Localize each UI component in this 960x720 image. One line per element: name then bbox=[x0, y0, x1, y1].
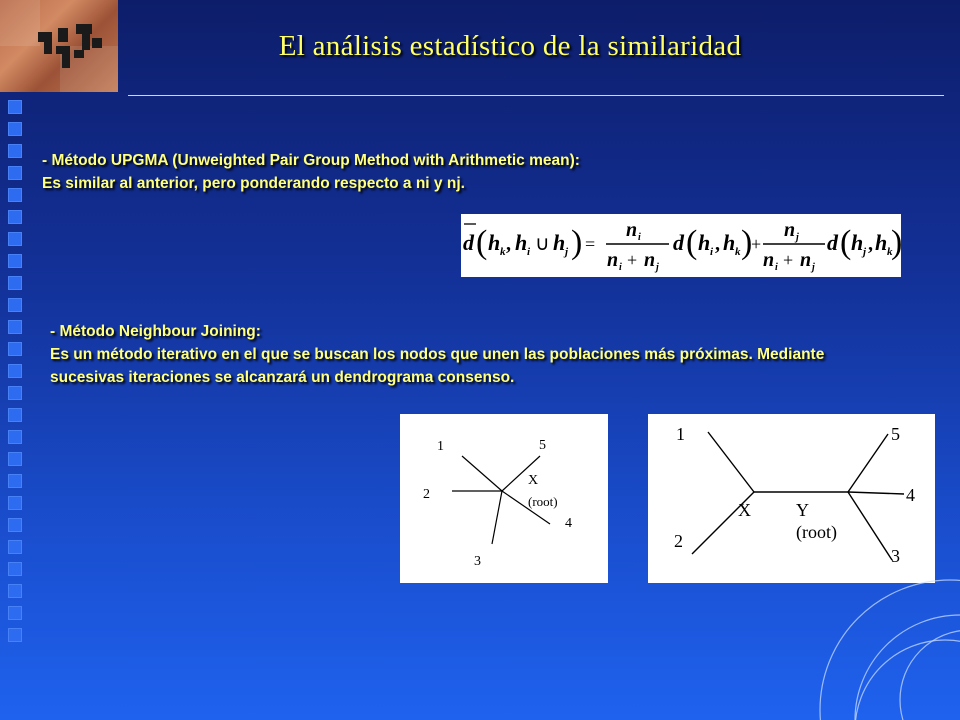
decorative-arcs bbox=[770, 530, 960, 720]
formula-paren-close: ) bbox=[891, 224, 903, 261]
formula-n: n bbox=[626, 219, 638, 241]
nj-description-2: sucesivas iteraciones se alcanzará un dendrograma consenso. bbox=[50, 369, 515, 386]
formula-sub: i bbox=[638, 232, 641, 243]
nj-tree-branch bbox=[848, 492, 904, 494]
tree2-label-1: 1 bbox=[676, 424, 685, 444]
formula-sub: k bbox=[887, 246, 893, 258]
title-divider bbox=[128, 95, 944, 96]
formula-h: h bbox=[515, 230, 528, 255]
formula-comma: , bbox=[715, 233, 720, 255]
star-tree-branch bbox=[492, 491, 502, 544]
formula-sub: k bbox=[735, 246, 741, 258]
upgma-section bbox=[42, 149, 580, 195]
formula-sub: j bbox=[863, 246, 867, 258]
nj-tree-branch bbox=[708, 432, 754, 492]
tree1-label-1: 1 bbox=[437, 439, 444, 454]
upgma-description: Es similar al anterior, pero ponderando respecto a ni y nj. bbox=[42, 175, 465, 192]
formula-plus: + bbox=[751, 234, 762, 254]
formula-n: n bbox=[800, 249, 812, 271]
formula-paren-close: ) bbox=[741, 224, 753, 261]
nj-heading: - Método Neighbour Joining: bbox=[50, 323, 261, 340]
tree2-node-x: X bbox=[738, 500, 751, 520]
logo-panel bbox=[0, 0, 118, 92]
tree1-label-2: 2 bbox=[423, 487, 430, 502]
formula-sub: i bbox=[710, 246, 714, 258]
formula-sub: j bbox=[812, 262, 815, 273]
tree2-label-4: 4 bbox=[906, 485, 915, 505]
formula-union: ∪ bbox=[535, 233, 550, 255]
tree1-label-3: 3 bbox=[474, 554, 481, 569]
formula-comma: , bbox=[506, 233, 511, 255]
upgma-heading: - Método UPGMA (Unweighted Pair Group Method with Arithmetic mean): bbox=[42, 152, 580, 169]
formula-n: n bbox=[644, 249, 656, 271]
formula-equals: = bbox=[585, 234, 596, 254]
nj-tree-branch bbox=[848, 434, 888, 492]
nj-section bbox=[50, 320, 824, 389]
tree2-label-3: 3 bbox=[891, 546, 900, 566]
formula-sub: j bbox=[656, 262, 659, 273]
tree2-label-5: 5 bbox=[891, 424, 900, 444]
formula-h: h bbox=[698, 230, 711, 255]
formula-h: h bbox=[723, 230, 736, 255]
formula-h: h bbox=[851, 230, 864, 255]
nj-description-1: Es un método iterativo en el que se buscan los nodos que unen las poblaciones más próximas. Mediante bbox=[50, 346, 825, 363]
formula-comma: , bbox=[868, 233, 873, 255]
slide-title: El análisis estadístico de la similaridad bbox=[278, 30, 742, 62]
formula-sub: i bbox=[775, 262, 778, 273]
formula-sub: i bbox=[619, 262, 622, 273]
formula-sub: j bbox=[796, 232, 799, 243]
formula-sub: i bbox=[527, 246, 531, 258]
formula-paren-open: ( bbox=[476, 224, 488, 261]
tree2-node-y: Y bbox=[796, 500, 809, 520]
formula-n: n bbox=[784, 219, 796, 241]
formula-h: h bbox=[553, 230, 566, 255]
upgma-formula bbox=[461, 214, 901, 277]
formula-sub: j bbox=[565, 246, 569, 258]
tree2-root-label: (root) bbox=[796, 522, 837, 542]
tree1-label-4: 4 bbox=[565, 516, 572, 531]
formula-plus: + bbox=[627, 250, 638, 270]
formula-d: d bbox=[673, 230, 684, 255]
star-tree-diagram bbox=[400, 414, 608, 583]
formula-d-bar: d bbox=[463, 230, 474, 255]
tree1-node-x: X bbox=[528, 473, 539, 488]
star-tree-branch bbox=[462, 456, 502, 491]
formula-d: d bbox=[827, 230, 838, 255]
formula-paren-open: ( bbox=[840, 224, 852, 261]
university-logo-icon bbox=[38, 24, 104, 74]
decorative-square-column bbox=[8, 100, 24, 660]
formula-plus: + bbox=[783, 250, 794, 270]
formula-paren-close: ) bbox=[571, 224, 583, 261]
formula-n: n bbox=[607, 249, 619, 271]
tree1-label-5: 5 bbox=[539, 438, 546, 453]
formula-n: n bbox=[763, 249, 775, 271]
formula-paren-open: ( bbox=[686, 224, 698, 261]
tree2-label-2: 2 bbox=[674, 531, 683, 551]
formula-h: h bbox=[488, 230, 501, 255]
tree1-root-label: (root) bbox=[528, 494, 558, 509]
formula-h: h bbox=[875, 230, 888, 255]
formula-sub: k bbox=[500, 246, 506, 258]
